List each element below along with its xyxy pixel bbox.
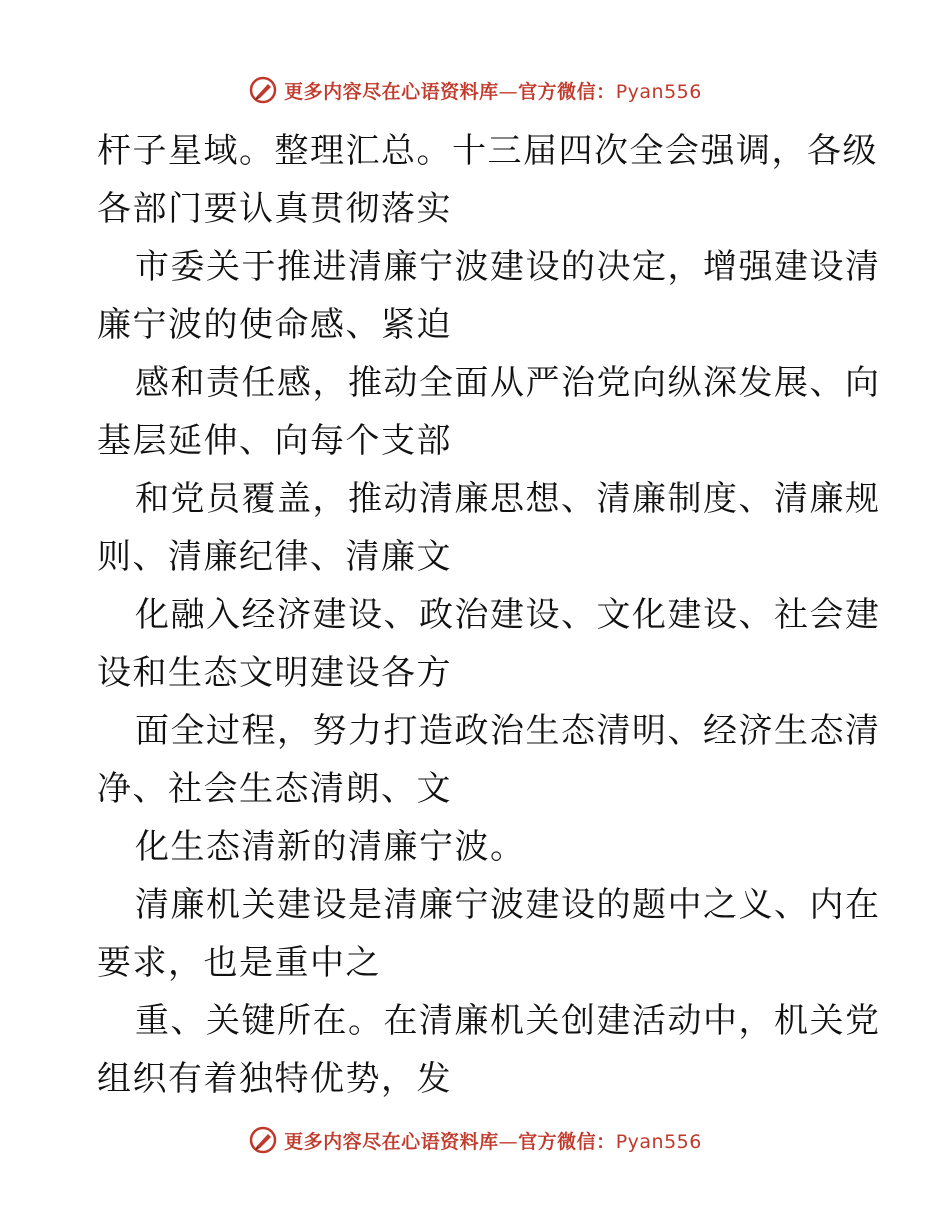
paragraph-8: [97, 876, 881, 992]
paragraph-9: [97, 992, 881, 1108]
paragraph-6: [97, 702, 881, 818]
footer-watermark-banner: [0, 1120, 950, 1160]
paragraph-4: [97, 470, 881, 586]
footer-banner-title: 更多内容尽在心语资料库: [284, 1130, 499, 1153]
header-banner-separator: —: [498, 80, 519, 103]
footer-banner-text: [284, 1127, 702, 1154]
paragraph-line: 基层延伸、向每个支部: [97, 421, 452, 461]
paragraph-line: 感和责任感，推动全面从严治党向纵深发展、向: [135, 363, 881, 403]
paragraph-line: 和党员覆盖，推动清廉思想、清廉制度、清廉规: [135, 479, 881, 519]
paragraph-line: 化生态清新的清廉宁波。: [135, 827, 526, 867]
header-watermark-banner: [0, 70, 950, 110]
paragraph-5: [97, 586, 881, 702]
header-banner-wechat-label: 官方微信：: [518, 80, 616, 103]
paragraph-1: [97, 122, 878, 238]
footer-banner-separator: —: [498, 1130, 519, 1153]
pen-logo-icon: [248, 75, 278, 105]
paragraph-line: 净、社会生态清朗、文: [97, 769, 452, 809]
paragraph-line: 化融入经济建设、政治建设、文化建设、社会建: [135, 595, 881, 635]
paragraph-line: 杆子星域。整理汇总。十三届四次全会强调，各级: [97, 131, 878, 171]
header-banner-text: [284, 77, 702, 104]
paragraph-7: [97, 818, 857, 876]
footer-banner-wechat-id: Pyan556: [615, 1130, 702, 1153]
footer-banner-wechat-label: 官方微信：: [518, 1130, 616, 1153]
paragraph-line: 要求，也是重中之: [97, 943, 381, 983]
paragraph-3: [97, 354, 881, 470]
paragraph-line: 清廉机关建设是清廉宁波建设的题中之义、内在: [135, 885, 881, 925]
paragraph-line: 组织有着独特优势，发: [97, 1059, 452, 1099]
paragraph-2: [97, 238, 881, 354]
paragraph-line: 各部门要认真贯彻落实: [97, 189, 452, 229]
document-body: [97, 122, 881, 1108]
header-banner-wechat-id: Pyan556: [615, 80, 702, 103]
pen-logo-icon: [248, 1125, 278, 1155]
paragraph-line: 廉宁波的使命感、紧迫: [97, 305, 452, 345]
paragraph-line: 面全过程，努力打造政治生态清明、经济生态清: [135, 711, 881, 751]
paragraph-line: 市委关于推进清廉宁波建设的决定，增强建设清: [135, 247, 881, 287]
header-banner-title: 更多内容尽在心语资料库: [284, 80, 499, 103]
paragraph-line: 重、关键所在。在清廉机关创建活动中，机关党: [135, 1001, 881, 1041]
paragraph-line: 设和生态文明建设各方: [97, 653, 452, 693]
paragraph-line: 则、清廉纪律、清廉文: [97, 537, 452, 577]
